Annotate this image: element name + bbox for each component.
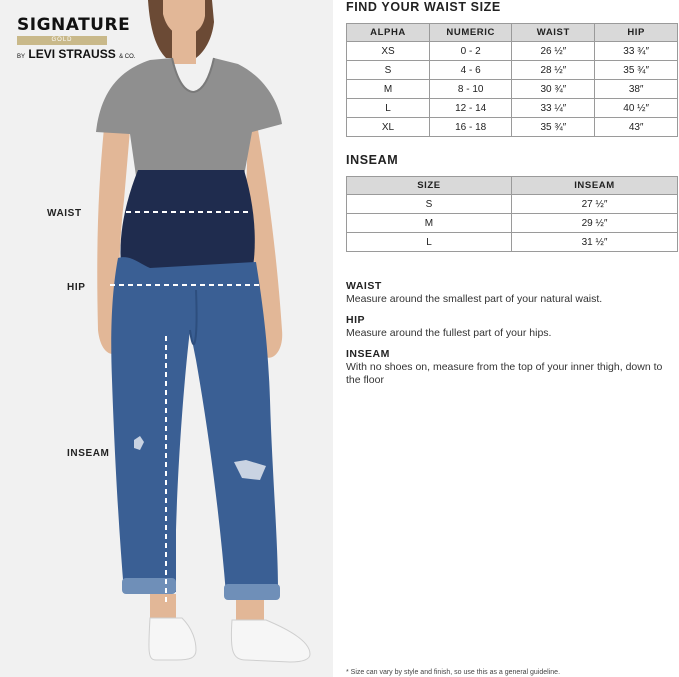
col-header-numeric: NUMERIC: [430, 24, 512, 42]
cell-size: L: [347, 233, 512, 252]
inseam-table: [346, 176, 678, 252]
logo-levi-strauss: [17, 48, 135, 64]
col-header-hip: HIP: [595, 24, 678, 42]
signature-logo: [17, 16, 135, 64]
logo-gold-bar: GOLD: [17, 36, 107, 45]
cell-numeric: 12 - 14: [430, 99, 512, 118]
inseam-definition: [346, 348, 666, 387]
inseam-term: INSEAM: [346, 348, 390, 360]
cell-inseam: 27 ½″: [511, 195, 677, 214]
cell-waist: 33 ¼″: [512, 99, 595, 118]
cell-alpha: L: [347, 99, 430, 118]
cell-hip: 33 ¾″: [595, 42, 678, 61]
table-row: [347, 80, 678, 99]
logo-co: & CO.: [119, 54, 136, 60]
model-illustration: [0, 0, 333, 677]
model-photo-panel: [0, 0, 333, 677]
waist-size-title: FIND YOUR WAIST SIZE: [346, 0, 501, 14]
cell-waist: 26 ½″: [512, 42, 595, 61]
inseam-title: INSEAM: [346, 153, 399, 167]
waist-description: Measure around the smallest part of your natural waist.: [346, 293, 603, 305]
table-row: [347, 99, 678, 118]
cell-alpha: S: [347, 61, 430, 80]
hip-term: HIP: [346, 314, 366, 326]
cell-hip: 40 ½″: [595, 99, 678, 118]
table-row: [347, 42, 678, 61]
col-header-size: SIZE: [347, 177, 512, 195]
table-row: [347, 214, 678, 233]
cell-waist: 28 ½″: [512, 61, 595, 80]
table-row: [347, 61, 678, 80]
logo-signature-text: SIGNATURE: [17, 15, 131, 35]
cell-alpha: XL: [347, 118, 430, 137]
table-row: [347, 233, 678, 252]
waist-label: WAIST: [47, 208, 82, 219]
logo-levi-text: LEVI STRAUSS: [28, 47, 116, 61]
cell-inseam: 29 ½″: [511, 214, 677, 233]
waist-definition: [346, 280, 666, 306]
cell-alpha: M: [347, 80, 430, 99]
cell-waist: 30 ¾″: [512, 80, 595, 99]
table-row: [347, 195, 678, 214]
cell-numeric: 16 - 18: [430, 118, 512, 137]
cell-waist: 35 ¾″: [512, 118, 595, 137]
waist-term: WAIST: [346, 280, 382, 292]
cell-inseam: 31 ½″: [511, 233, 677, 252]
cell-size: S: [347, 195, 512, 214]
table-header-row: [347, 24, 678, 42]
table-header-row: [347, 177, 678, 195]
cell-hip: 43″: [595, 118, 678, 137]
cell-alpha: XS: [347, 42, 430, 61]
inseam-label: INSEAM: [67, 448, 110, 459]
hip-definition: [346, 314, 666, 340]
cell-size: M: [347, 214, 512, 233]
col-header-inseam: INSEAM: [511, 177, 677, 195]
hip-label: HIP: [67, 282, 86, 293]
logo-by: BY: [17, 54, 26, 60]
cell-hip: 38″: [595, 80, 678, 99]
table-row: [347, 118, 678, 137]
cell-numeric: 8 - 10: [430, 80, 512, 99]
cell-numeric: 4 - 6: [430, 61, 512, 80]
col-header-waist: WAIST: [512, 24, 595, 42]
size-footnote: * Size can vary by style and finish, so use this as a general guideline.: [346, 669, 561, 676]
hip-description: Measure around the fullest part of your hips.: [346, 327, 552, 339]
cell-numeric: 0 - 2: [430, 42, 512, 61]
col-header-alpha: ALPHA: [347, 24, 430, 42]
cell-hip: 35 ¾″: [595, 61, 678, 80]
inseam-description: With no shoes on, measure from the top of your inner thigh, down to the floor: [346, 361, 663, 386]
waist-size-table: [346, 23, 678, 137]
